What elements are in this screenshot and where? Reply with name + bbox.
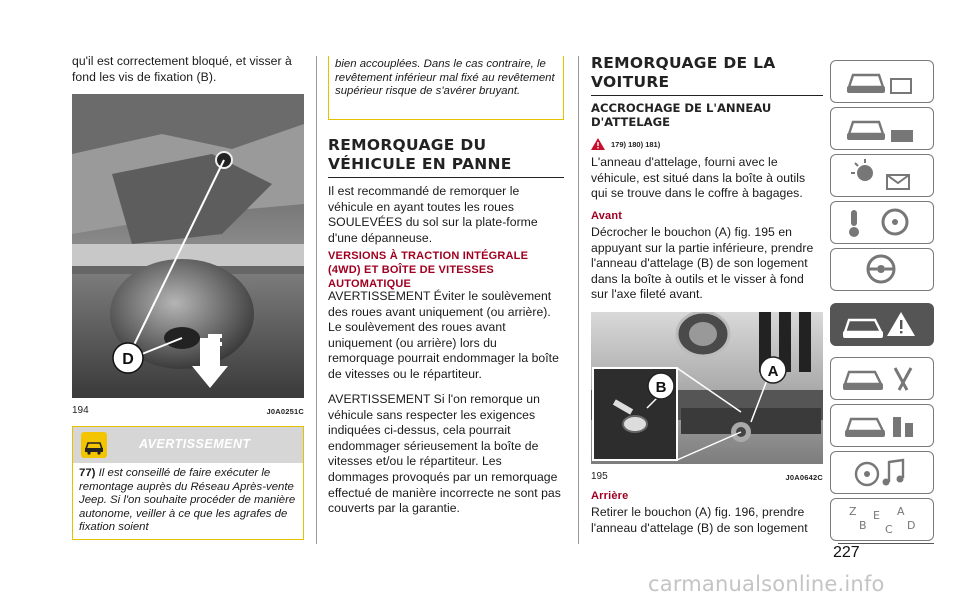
warning-continuation-box xyxy=(328,56,564,120)
warning-car-icon xyxy=(81,432,107,458)
svg-text:C: C xyxy=(885,523,893,536)
tab-specs[interactable] xyxy=(830,404,934,447)
car-dashboard-icon xyxy=(831,61,931,101)
svg-text:E: E xyxy=(873,509,880,522)
tab-car-info[interactable] xyxy=(830,107,934,150)
bumper-photo xyxy=(591,312,823,464)
figure-caption xyxy=(72,405,304,416)
paragraph-2: Décrocher le bouchon (A) fig. 195 en appuyant sur la partie inférieure, prendre l'anneau d'attelage (B) de son logement dans la boîte à outils et le visser à fond sur l'axe fileté avant. xyxy=(591,225,814,302)
tab-starting-driving[interactable] xyxy=(830,248,934,291)
index-icon xyxy=(831,499,931,539)
figure-caption xyxy=(591,471,823,482)
warning-refs xyxy=(591,138,660,150)
paragraph-1: Il est recommandé de remorquer le véhicule en ayant toutes les roues SOULEVÉES du sol sur la plate-forme d'une dépanneuse. xyxy=(328,184,538,245)
column-divider xyxy=(316,56,317,544)
warning-title: AVERTISSEMENT xyxy=(139,437,251,451)
svg-text:D: D xyxy=(907,519,916,532)
paragraph-3: Retirer le bouchon (A) fig. 196, prendre l'anneau d'attelage (B) de son logement xyxy=(591,505,808,535)
figure-number: 194 xyxy=(72,405,89,416)
warning-header xyxy=(73,427,303,463)
car-specs-icon xyxy=(831,405,931,445)
tab-emergency[interactable] xyxy=(830,303,934,346)
paragraph-3: AVERTISSEMENT Si l'on remorque un véhicule sans respecter les exigences indiquées ci-dessus, cela pourrait endommager sérieusement la boîte de vitesses et/ou le répartiteur. Les dommages provoqués par un remorquage effectué de manière incorrecte ne sont pas couverts par la garantie. xyxy=(328,392,561,516)
warning-continuation-text: bien accouplées. Dans le cas contraire, le revêtement inférieur mal fixé au revêtement supérieur risque de s'avérer bruyant. xyxy=(335,58,555,98)
figure-195 xyxy=(591,312,823,482)
warning-triangle-icon xyxy=(591,138,605,150)
section-heading-remorquage-voiture: REMORQUAGE DE LA VOITURE xyxy=(591,54,823,96)
svg-text:B: B xyxy=(859,519,867,532)
paragraph-1: L'anneau d'attelage, fourni avec le véhicule, est situé dans la boîte à outils qui se trouve dans le coffre à bagages. xyxy=(591,155,806,201)
figure-194 xyxy=(72,94,304,416)
emergency-car-icon xyxy=(831,304,931,344)
figure-code: J0A0251C xyxy=(266,407,304,416)
warning-lights-icon xyxy=(831,155,931,195)
svg-text:A: A xyxy=(897,505,905,518)
intro-text: qu'il est correctement bloqué, et visser à fond les vis de fixation (B). xyxy=(72,54,292,84)
warning-note-number: 77) xyxy=(79,467,96,479)
figure-label-d: D xyxy=(122,351,134,368)
engine-photo xyxy=(72,94,304,398)
tab-maintenance[interactable] xyxy=(830,357,934,400)
page-number: 227 xyxy=(833,544,860,561)
tab-multimedia[interactable] xyxy=(830,451,934,494)
subheading-anneau: ACCROCHAGE DE L'ANNEAU D'ATTELAGE xyxy=(591,101,772,129)
warning-body xyxy=(73,463,303,535)
car-info-icon xyxy=(831,108,931,148)
subheading-4wd: VERSIONS À TRACTION INTÉGRALE (4WD) ET BOÎTE DE VITESSES AUTOMATIQUE xyxy=(328,250,529,290)
car-maintenance-icon xyxy=(831,358,931,398)
multimedia-icon xyxy=(831,452,931,492)
column-divider-2 xyxy=(578,56,579,544)
warning-refs-text: 179) 180) 181) xyxy=(611,139,661,149)
figure-label-b: B xyxy=(655,379,667,396)
watermark: carmanualsonline.info xyxy=(648,572,885,596)
warning-text: Il est conseillé de faire exécuter le remontage auprès du Réseau Après-vente Jeep. Si l'on souhaite procéder de manière autonome, veiller à ce que les agrafes de fixation soient xyxy=(79,467,296,534)
label-arriere: Arrière xyxy=(591,490,629,502)
tab-index[interactable] xyxy=(830,498,934,541)
steering-wheel-icon xyxy=(831,249,931,289)
tab-warning-lights[interactable] xyxy=(830,154,934,197)
figure-number: 195 xyxy=(591,471,608,482)
figure-label-a: A xyxy=(767,363,779,380)
safety-steering-icon xyxy=(831,202,931,242)
tab-dashboard[interactable] xyxy=(830,60,934,103)
tab-safety[interactable] xyxy=(830,201,934,244)
warning-box xyxy=(72,426,304,540)
paragraph-2: AVERTISSEMENT Éviter le soulèvement des roues avant uniquement (ou arrière). Le soulèvement des roues avant uniquement (ou arrière) lors du remorquage pourrait endommager la boîte de vitesses ou le répartiteur. xyxy=(328,289,559,381)
section-heading-remorquage-vehicule: REMORQUAGE DU VÉHICULE EN PANNE xyxy=(328,136,564,178)
figure-code: J0A0642C xyxy=(785,473,823,482)
label-avant: Avant xyxy=(591,210,623,222)
svg-text:Z: Z xyxy=(849,505,857,518)
